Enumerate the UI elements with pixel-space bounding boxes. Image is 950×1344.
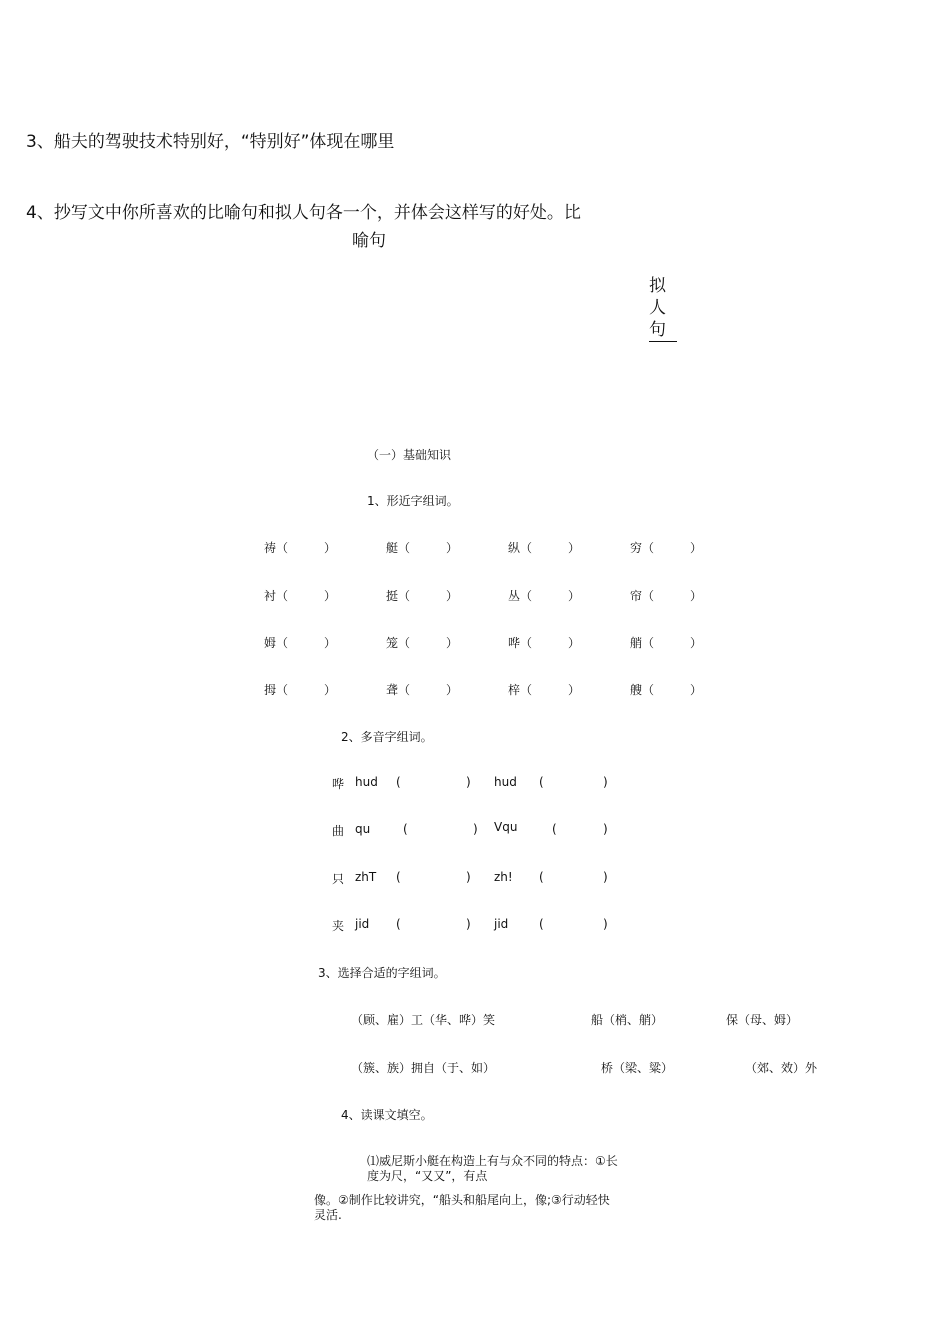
similar-char-row: [0, 681, 950, 697]
paren-close: ): [466, 775, 471, 789]
polyphone-char: 曲: [332, 824, 345, 838]
similar-char-item: 哗（ ）: [508, 636, 581, 650]
paren-close: ): [473, 822, 478, 836]
paren-open: (: [539, 917, 544, 931]
polyphone-row: [0, 917, 950, 933]
pinyin-2: hud: [494, 775, 517, 789]
polyphone-char: 只: [332, 872, 345, 886]
word-choice-item: 桥（梁、粱）: [601, 1061, 674, 1075]
paren-open: (: [539, 870, 544, 884]
paren-close: ): [466, 870, 471, 884]
pinyin-2: zh!: [494, 870, 513, 884]
pinyin-1: zhT: [355, 870, 377, 884]
similar-char-row: [0, 539, 950, 555]
paren-close: ): [603, 917, 608, 931]
person-char-3: 句: [649, 319, 677, 342]
fill-blank-line-4: 灵活.: [314, 1208, 342, 1222]
paren-close: ): [603, 870, 608, 884]
polyphone-char: 夹: [332, 919, 345, 933]
paren-open: (: [403, 822, 408, 836]
similar-char-row: [0, 634, 950, 650]
similar-char-item: 丛（ ）: [508, 589, 581, 603]
similar-char-item: 衬（ ）: [264, 589, 337, 603]
question-4: 4、抄写文中你所喜欢的比喻句和拟人句各一个，并体会这样写的好处。比: [26, 203, 581, 223]
pinyin-1: qu: [355, 822, 371, 836]
word-choice-item: 船（梢、艄）: [591, 1013, 664, 1027]
similar-char-item: 祷（ ）: [264, 541, 337, 555]
paren-close: ): [603, 775, 608, 789]
similar-char-item: 帘（ ）: [630, 589, 703, 603]
word-choice-item: 保（母、姆）: [726, 1013, 799, 1027]
pinyin-1: hud: [355, 775, 378, 789]
similar-char-item: 笼（ ）: [386, 636, 459, 650]
similar-char-item: 纵（ ）: [508, 541, 581, 555]
subsection-3-title: 3、选择合适的字组词。: [318, 966, 446, 980]
word-choice-item: （簇、族）拥自（于、如）: [351, 1061, 496, 1075]
paren-close: ): [466, 917, 471, 931]
similar-char-item: 艘（ ）: [630, 683, 703, 697]
similar-char-item: 艄（ ）: [630, 636, 703, 650]
person-char-1: 拟: [649, 276, 666, 296]
simile-label: 喻句: [352, 231, 386, 251]
similar-char-item: 拇（ ）: [264, 683, 337, 697]
paren-open: (: [552, 822, 557, 836]
fill-blank-line-2: 度为尺，“又又”，有点: [367, 1169, 488, 1183]
paren-close: ): [603, 822, 608, 836]
paren-open: (: [539, 775, 544, 789]
pinyin-2: Vqu: [494, 820, 518, 834]
similar-char-item: 聋（ ）: [386, 683, 459, 697]
subsection-2-title: 2、多音字组词。: [341, 730, 433, 744]
question-3: 3、船夫的驾驶技术特别好，“特别好”体现在哪里: [26, 132, 395, 152]
similar-char-item: 艇（ ）: [386, 541, 459, 555]
fill-blank-line-3: 像。②制作比较讲究，“船头和船尾向上，像;③行动轻快: [314, 1193, 610, 1207]
word-choice-item: （顾、雇）工（华、哗）笑: [351, 1013, 496, 1027]
word-choice-item: （郊、效）外: [745, 1061, 818, 1075]
similar-char-item: 梓（ ）: [508, 683, 581, 697]
section-heading: （一）基础知识: [367, 448, 452, 462]
polyphone-row: [0, 775, 950, 791]
word-choice-row: [0, 1059, 950, 1075]
polyphone-row: [0, 870, 950, 886]
paren-open: (: [396, 917, 401, 931]
personification-label: [649, 275, 677, 342]
polyphone-row: [0, 822, 950, 838]
subsection-4-title: 4、读课文填空。: [341, 1108, 433, 1122]
subsection-1-title: 1、形近字组词。: [367, 494, 459, 508]
similar-char-item: 姆（ ）: [264, 636, 337, 650]
fill-blank-line-1: ⑴威尼斯小艇在构造上有与众不同的特点：①长: [367, 1154, 618, 1168]
polyphone-char: 哗: [332, 777, 345, 791]
paren-open: (: [396, 870, 401, 884]
person-char-2: 人: [649, 298, 666, 318]
paren-open: (: [396, 775, 401, 789]
similar-char-item: 挺（ ）: [386, 589, 459, 603]
pinyin-1: jid: [355, 917, 370, 931]
similar-char-row: [0, 587, 950, 603]
similar-char-item: 穷（ ）: [630, 541, 703, 555]
word-choice-row: [0, 1011, 950, 1027]
pinyin-2: jid: [494, 917, 509, 931]
